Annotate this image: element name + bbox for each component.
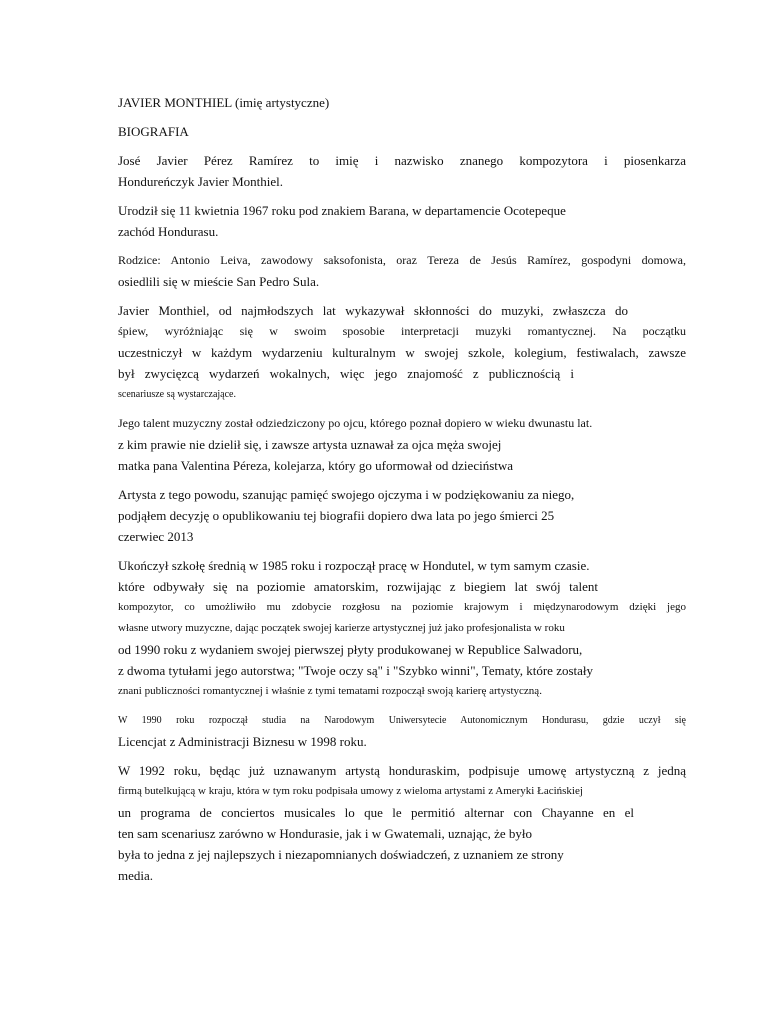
- paragraph-4: [118, 300, 686, 405]
- text-line: Hondureńczyk Javier Monthiel.: [118, 174, 283, 189]
- text-line: firmą butelkującą w kraju, która w tym roku podpisała umowy z wieloma artystami z Ameryki Łacińskiej: [118, 785, 583, 797]
- text-line: media.: [118, 868, 154, 883]
- text-line: z dwoma tytułami jego autorstwa; "Twoje oczy są" i "Szybko winni", Tematy, które zostały: [118, 663, 594, 678]
- document-title-block: [118, 92, 686, 113]
- text-line: Artysta z tego powodu, szanując pamięć swojego ojczyma i w podziękowaniu za niego,: [118, 487, 575, 502]
- paragraph-2: [118, 200, 686, 242]
- paragraph-3: [118, 250, 686, 292]
- text-line: W 1992 roku, będąc już uznawanym artystą honduraskim, podpisuje umowę artystyczną z jedną: [118, 763, 686, 778]
- text-line: które odbywały się na poziomie amatorskim, rozwijając z biegiem lat swój talent: [118, 579, 598, 594]
- text-line: un programa de conciertos musicales lo que le permitió alternar con Chayanne en el: [118, 805, 634, 820]
- document-heading-block: [118, 121, 686, 142]
- text-line: W 1990 roku rozpoczął studia na Narodowym Uniwersytecie Autonomicznym Hondurasu, gdzie uczył się: [118, 715, 686, 726]
- text-line: ten sam scenariusz zarówno w Hondurasie, jak i w Gwatemali, uznając, że było: [118, 826, 533, 841]
- text-line: była to jedna z jej najlepszych i niezapomnianych doświadczeń, z uznaniem ze strony: [118, 847, 564, 862]
- text-line: osiedlili się w mieście San Pedro Sula.: [118, 274, 320, 289]
- text-line: José Javier Pérez Ramírez to imię i nazwisko znanego kompozytora i piosenkarza: [118, 153, 686, 168]
- text-line: matka pana Valentina Péreza, kolejarza, który go uformował od dzieciństwa: [118, 458, 514, 473]
- paragraph-8: [118, 710, 686, 752]
- paragraph-6: [118, 484, 686, 547]
- text-line: zachód Hondurasu.: [118, 224, 219, 239]
- text-line: podjąłem decyzję o opublikowaniu tej biografii dopiero dwa lata po jego śmierci 25: [118, 508, 555, 523]
- text-line: Rodzice: Antonio Leiva, zawodowy saksofonista, oraz Tereza de Jesús Ramírez, gospodyni domowa,: [118, 253, 686, 267]
- paragraph-9: [118, 760, 686, 886]
- text-line: z kim prawie nie dzielił się, i zawsze artysta uznawał za ojca męża swojej: [118, 437, 502, 452]
- text-line: był zwycięzcą wydarzeń wokalnych, więc jego znajomość z publicznością i: [118, 366, 574, 381]
- text-line: od 1990 roku z wydaniem swojej pierwszej płyty produkowanej w Republice Salwadoru,: [118, 642, 583, 657]
- paragraph-5: [118, 413, 686, 476]
- text-line: znani publiczności romantycznej i właśnie z tymi tematami rozpoczął swoją karierę artystyczną.: [118, 685, 542, 697]
- text-line: czerwiec 2013: [118, 529, 194, 544]
- text-line: Javier Monthiel, od najmłodszych lat wykazywał skłonności do muzyki, zwłaszcza do: [118, 303, 628, 318]
- text-line: Urodził się 11 kwietnia 1967 roku pod znakiem Barana, w departamencie Ocotepeque: [118, 203, 566, 218]
- text-line: Ukończył szkołę średnią w 1985 roku i rozpoczął pracę w Hondutel, w tym samym czasie.: [118, 558, 590, 573]
- text-line: Jego talent muzyczny został odziedziczony po ojcu, którego poznał dopiero w wieku dwunastu lat.: [118, 416, 593, 430]
- document-page: [118, 92, 686, 894]
- paragraph-1: [118, 150, 686, 192]
- text-line: kompozytor, co umożliwiło mu zdobycie rozgłosu na poziomie krajowym i międzynarodowym dzięki jego: [118, 601, 686, 613]
- text-line: scenariusze są wystarczające.: [118, 389, 236, 400]
- paragraph-7: [118, 555, 686, 702]
- text-line: Licencjat z Administracji Biznesu w 1998 roku.: [118, 734, 367, 749]
- text-line: śpiew, wyróżniając się w swoim sposobie interpretacji muzyki romantycznej. Na początku: [118, 324, 686, 338]
- section-heading: BIOGRAFIA: [118, 124, 189, 139]
- text-line: własne utwory muzyczne, dając początek swojej karierze artystycznej już jako profesjonalista w roku: [118, 622, 565, 634]
- text-line: uczestniczył w każdym wydarzeniu kulturalnym w swojej szkole, kolegium, festiwalach, zawsze: [118, 345, 686, 360]
- document-title: JAVIER MONTHIEL (imię artystyczne): [118, 95, 330, 110]
